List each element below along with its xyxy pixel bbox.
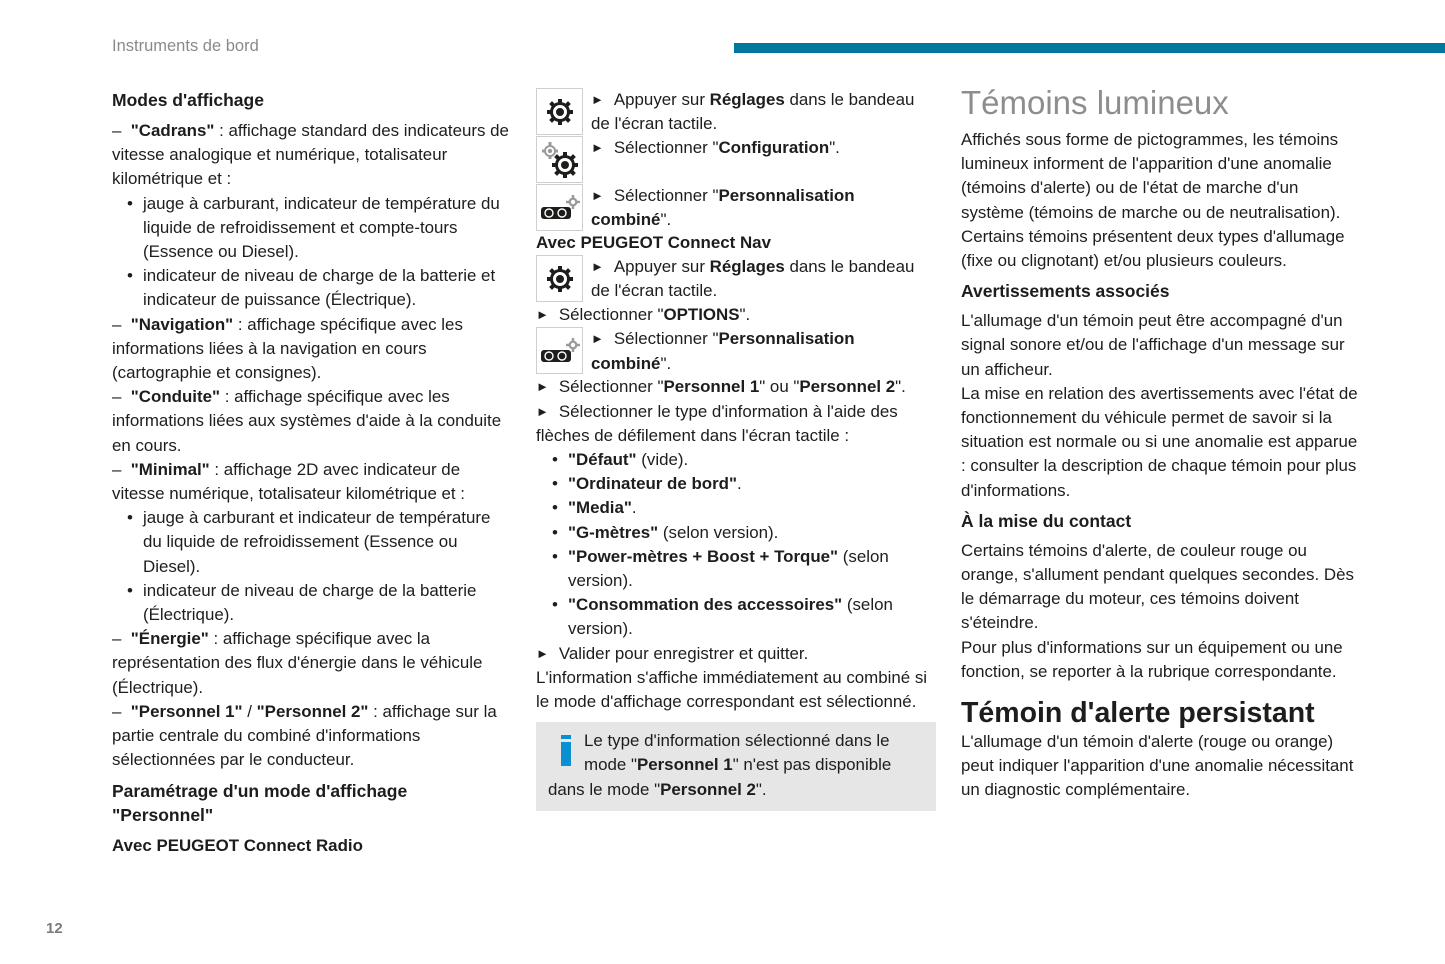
mode-cadrans: – "Cadrans" : affichage standard des indicateurs de vitesse analogique et numérique, totalisateur kilométrique et :: [112, 121, 509, 189]
heading-persistent-warning: Témoin d'alerte persistant: [961, 697, 1315, 730]
mode-personnel: – "Personnel 1" / "Personnel 2" : affichage sur la partie centrale du combiné d'informations sélectionnées par le conducteur.: [112, 701, 497, 770]
section-title: Instruments de bord: [112, 37, 259, 55]
step-nav-select-personnel: ► Sélectionner "Personnel 1" ou "Personnel 2".: [536, 375, 936, 399]
arrow-icon: ►: [536, 379, 549, 395]
step-nav-select-info-type: ► Sélectionner le type d'information à l'aide des flèches de défilement dans l'écran tactile :: [536, 401, 898, 445]
instrument-cluster-settings-icon: [536, 327, 583, 374]
step-radio-configuration: ► Sélectionner "Configuration".: [536, 136, 936, 184]
header-accent-bar: [734, 43, 1445, 53]
heading-ignition: À la mise du contact: [961, 510, 1132, 531]
warnings-paragraph-1: L'allumage d'un témoin peut être accompagné d'un signal sonore et/ou de l'affichage d'un message sur un afficheur.: [961, 311, 1345, 379]
page-title-warning-lamps: Témoins lumineux: [961, 84, 1229, 121]
step-nav-personalisation: ► Sélectionner "Personnalisation combiné".: [536, 327, 936, 375]
column-warning-lamps: [961, 84, 1361, 803]
page-number: 12: [46, 920, 63, 937]
list-item: • jauge à carburant, indicateur de température du liquide de refroidissement et compte-tours (Essence ou Diesel).: [112, 192, 512, 265]
ignition-paragraph-2: Pour plus d'informations sur un équipement ou une fonction, se reporter à la rubrique correspondante.: [961, 637, 1343, 681]
persistent-warning-paragraph: L'allumage d'un témoin d'alerte (rouge ou orange) peut indiquer l'apparition d'une anomalie nécessitant un diagnostic complémentaire.: [961, 732, 1354, 800]
mode-minimal: – "Minimal" : affichage 2D avec indicateur de vitesse numérique, totalisateur kilométrique et :: [112, 459, 465, 504]
arrow-icon: ►: [536, 645, 549, 661]
configuration-gears-icon: [536, 136, 583, 183]
step-nav-options: ► Sélectionner "OPTIONS".: [536, 303, 936, 327]
step-radio-personalisation: ► Sélectionner "Personnalisation combiné".: [536, 184, 936, 232]
heading-personal-mode-setup: Paramétrage d'un mode d'affichage "Personnel": [112, 781, 408, 826]
list-item: • "Ordinateur de bord".: [536, 472, 936, 496]
info-note: Le type d'information sélectionné dans le mode "Personnel 1" n'est pas disponible dans le mode "Personnel 2".: [536, 722, 936, 811]
intro-text: Affichés sous forme de pictogrammes, les témoins lumineux informent de l'apparition d'une anomalie (témoins d'alerte) ou de l'état de marche d'un système (témoins de marche ou de neutralisation). Certains témoins présentent deux types d'allumage (fixe ou clignotant) et/ou plusieurs couleurs.: [961, 130, 1345, 271]
mode-conduite: – "Conduite" : affichage spécifique avec les informations liées aux systèmes d'aide à la conduite en cours.: [112, 387, 502, 455]
step-nav-settings: ► Appuyer sur Réglages dans le bandeau de l'écran tactile.: [536, 255, 936, 303]
list-item: • "Défaut" (vide).: [536, 448, 936, 472]
arrow-icon: ►: [591, 188, 604, 203]
heading-connect-nav: Avec PEUGEOT Connect Nav: [536, 233, 771, 252]
arrow-icon: ►: [591, 331, 604, 347]
list-item: • "G-mètres" (selon version).: [536, 521, 936, 545]
arrow-icon: ►: [591, 92, 604, 107]
ignition-paragraph-1: Certains témoins d'alerte, de couleur rouge ou orange, s'allument pendant quelques secondes. Dès le démarrage du moteur, ces témoins doivent s'éteindre.: [961, 540, 1354, 633]
list-item: • jauge à carburant et indicateur de température du liquide de refroidissement (Essence ou Diesel).: [112, 506, 512, 579]
mode-energie: – "Énergie" : affichage spécifique avec la représentation des flux d'énergie dans le véhicule (Électrique).: [112, 629, 483, 697]
column-personal-mode-steps: [536, 88, 936, 811]
list-item: • "Consommation des accessoires" (selon version).: [536, 593, 936, 641]
mode-navigation: – "Navigation" : affichage spécifique avec les informations liées à la navigation en cours (cartographie et consignes).: [112, 314, 463, 383]
list-item: • indicateur de niveau de charge de la batterie (Électrique).: [112, 579, 512, 627]
arrow-icon: ►: [536, 307, 549, 323]
info-icon: [558, 735, 572, 767]
heading-connect-radio: Avec PEUGEOT Connect Radio: [112, 836, 363, 856]
heading-display-modes: Modes d'affichage: [112, 90, 264, 110]
step-validate: ► Valider pour enregistrer et quitter.: [536, 642, 936, 666]
column-display-modes: [112, 88, 512, 858]
heading-associated-warnings: Avertissements associés: [961, 281, 1170, 302]
step-radio-settings: ► Appuyer sur Réglages dans le bandeau de l'écran tactile.: [536, 88, 936, 136]
instrument-cluster-settings-icon: [536, 184, 583, 231]
result-text: L'information s'affiche immédiatement au combiné si le mode d'affichage correspondant est sélectionné.: [536, 667, 928, 712]
arrow-icon: ►: [536, 403, 549, 419]
arrow-icon: ►: [591, 140, 604, 155]
list-item: • "Power-mètres + Boost + Torque" (selon version).: [536, 545, 936, 593]
list-item: • "Media".: [536, 496, 936, 520]
settings-gear-icon: [536, 88, 583, 135]
list-item: • indicateur de niveau de charge de la batterie et indicateur de puissance (Électrique).: [112, 264, 512, 312]
arrow-icon: ►: [591, 259, 604, 275]
settings-gear-icon: [536, 255, 583, 302]
warnings-paragraph-2: La mise en relation des avertissements avec l'état de fonctionnement du véhicule permet de savoir si la situation est normale ou si une anomalie est apparue : consulter la description de chaque témoin pour plus d'informations.: [961, 383, 1358, 500]
